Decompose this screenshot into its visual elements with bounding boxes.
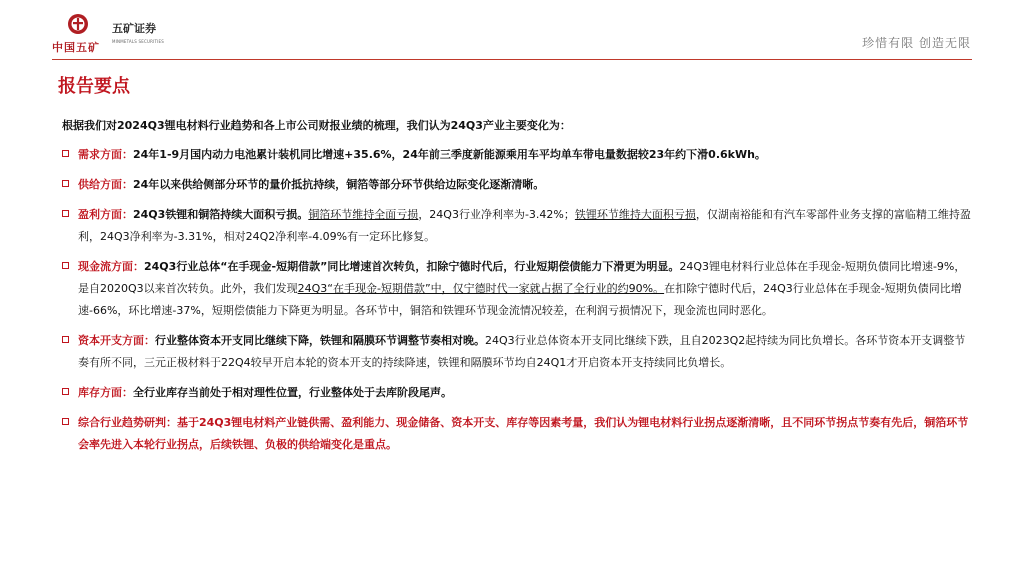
bullet-icon [62, 180, 69, 187]
item-text: 全行业库存当前处于相对理性位置，行业整体处于去库阶段尾声。 [133, 386, 452, 399]
item-underlined-text: 铜箔环节维持全面亏损 [308, 208, 419, 221]
cmc-logo [52, 13, 104, 55]
list-item-supply [62, 174, 972, 196]
item-label: 供给方面： [78, 178, 133, 191]
intro-text: 根据我们对2024Q3锂电材料行业趋势和各上市公司财报业绩的梳理，我们认为24Q3产业主要变化为： [62, 119, 571, 132]
item-label: 盈利方面： [78, 208, 133, 221]
list-item-profit [62, 204, 972, 248]
bullet-icon [62, 418, 69, 425]
item-bold-text: 24Q3铁锂和铜箔持续大面积亏损。 [133, 208, 309, 221]
item-text: 24Q3行业总体资本开支同比继续下跌，且自2023Q2起持续为同比负增长。各环节资本开支调整节奏有所不同，三元正极材料于22Q4较早开启本轮的资本开支的持续降速，铁锂和隔膜环节均自24Q1才开启资本开支持续同比负增长。 [78, 334, 966, 369]
item-label: 需求方面： [78, 148, 133, 161]
page-title: 报告要点 [58, 76, 130, 97]
item-text: ，24Q3行业净利率为-3.42%； [418, 208, 575, 221]
mse-logo-text: 五矿证券 [112, 22, 156, 35]
item-label: 综合行业趋势研判： [78, 416, 177, 429]
item-label: 资本开支方面： [78, 334, 155, 347]
cmc-emblem-icon [67, 13, 89, 35]
header-divider [52, 59, 972, 60]
mse-logo [112, 20, 164, 44]
page-header [0, 0, 1024, 62]
report-content [62, 118, 972, 464]
item-label: 库存方面： [78, 386, 133, 399]
slogan: 珍惜有限 创造无限 [862, 36, 971, 50]
item-text: 24年1-9月国内动力电池累计装机同比增速+35.6%，24年前三季度新能源乘用车平均单车带电量数据较23年约下滑0.6kWh。 [133, 148, 766, 161]
bullet-icon [62, 150, 69, 157]
item-bold-text: 行业整体资本开支同比继续下降，铁锂和隔膜环节调整节奏相对晚。 [155, 334, 485, 347]
item-text: ，仅湖南裕能和有汽车零部件业务支撑的富临精工维持盈利，24Q3净利率为-3.31%，相对24Q2净利率-4.09%有一定环比修复。 [78, 208, 971, 243]
item-bold-text: 24Q3行业总体“在手现金-短期借款”同比增速首次转负，扣除宁德时代后，行业短期偿债能力下滑更为明显。 [144, 260, 680, 273]
item-underlined-text: 24Q3“在手现金-短期借款”中，仅宁德时代一家就占据了全行业的约90%。 [297, 282, 665, 295]
item-underlined-text: 铁锂环节维持大面积亏损 [574, 208, 696, 221]
list-item-summary [62, 412, 972, 456]
item-text: 基于24Q3锂电材料产业链供需、盈利能力、现金储备、资本开支、库存等因素考量，我们认为锂电材料行业拐点逐渐清晰，且不同环节拐点节奏有先后，铜箔环节会率先进入本轮行业拐点，后续铁锂、负极的供给端变化是重点。 [78, 416, 969, 451]
list-item-demand [62, 144, 972, 166]
list-item-cash [62, 256, 972, 322]
list-item-capex [62, 330, 972, 374]
bullet-icon [62, 210, 69, 217]
bullet-icon [62, 388, 69, 395]
cmc-logo-text: 中国五矿 [52, 41, 100, 54]
mse-logo-subtext: MINMETALS SECURITIES [112, 39, 164, 44]
list-item-inventory [62, 382, 972, 404]
bullet-icon [62, 262, 69, 269]
item-label: 现金流方面： [78, 260, 144, 273]
item-text: 24年以来供给侧部分环节的量价抵抗持续，铜箔等部分环节供给边际变化逐渐清晰。 [133, 178, 545, 191]
item-text: 在扣除宁德时代后，24Q3行业总体在手现金-短期负债同比增速-66%，环比增速-37%，短期偿债能力下降更为明显。各环节中，铜箔和铁锂环节现金流情况较差，在利润亏损情况下，现金流也同时恶化。 [78, 282, 962, 317]
bullet-icon [62, 336, 69, 343]
item-text: 24Q3锂电材料行业总体在手现金-短期负债同比增速-9%，是自2020Q3以来首次转负。此外，我们发现 [78, 260, 966, 295]
